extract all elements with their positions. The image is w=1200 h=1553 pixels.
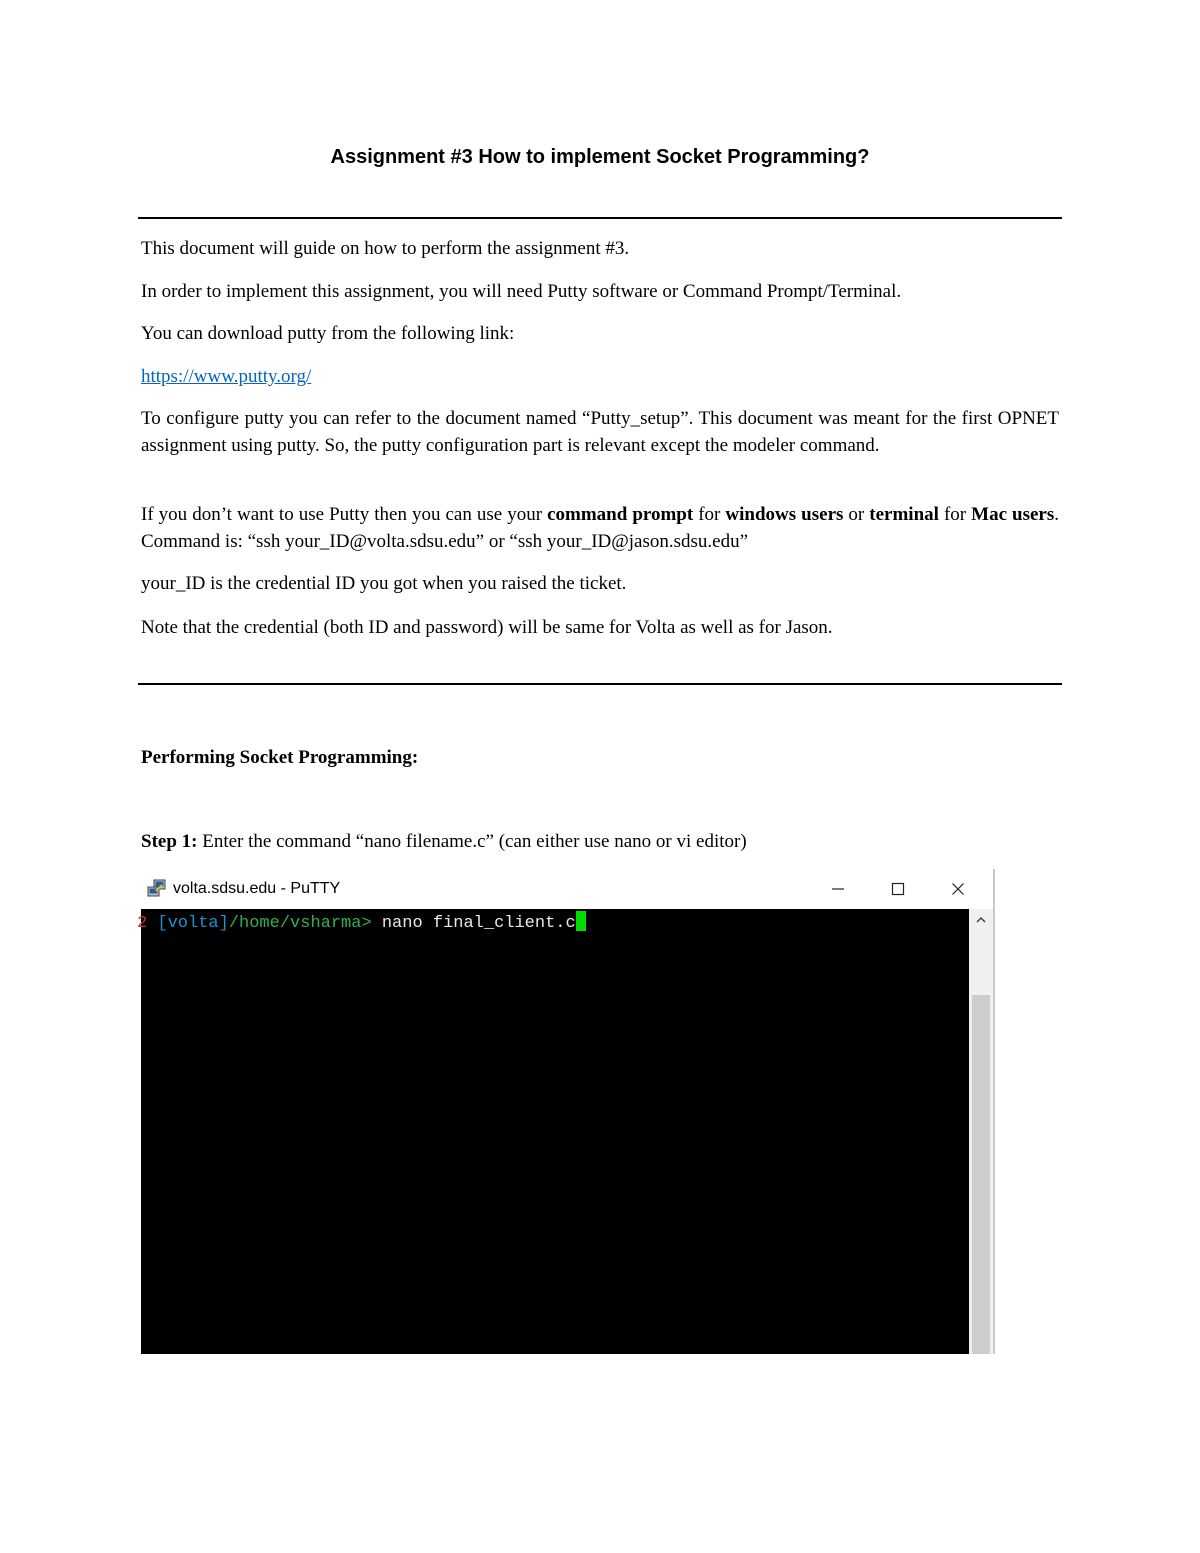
p5-text-1: If you don’t want to use Putty then you can use your: [141, 504, 548, 525]
terminal-path: /home/vsharma>: [228, 914, 372, 933]
intro-paragraph-2: In order to implement this assignment, you will need Putty software or Command Prompt/Terminal.: [141, 281, 902, 302]
close-icon[interactable]: [941, 875, 975, 903]
intro-paragraph-1: This document will guide on how to perform the assignment #3.: [141, 238, 630, 259]
top-divider: [138, 217, 1062, 219]
intro-paragraph-7: Note that the credential (both ID and password) will be same for Volta as well as for Jason.: [141, 617, 833, 638]
p5-bold-mac-users: Mac users: [971, 504, 1055, 525]
terminal-line-number: 2: [137, 914, 148, 933]
p5-text-4: for: [938, 504, 972, 525]
p5-text-5: . Command is: “ssh your_ID@volta.sdsu.edu” or “ssh your_ID@jason.sdsu.edu”: [141, 504, 1059, 552]
putty-download-link[interactable]: https://www.putty.org/: [141, 366, 312, 387]
terminal-prompt-line: [137, 911, 586, 935]
intro-paragraph-5: [141, 501, 1059, 555]
section-heading: Performing Socket Programming:: [141, 747, 419, 768]
download-link-paragraph: [141, 363, 1059, 390]
terminal-command: nano final_client.c: [371, 914, 576, 933]
step-1-instruction: [141, 828, 1059, 855]
terminal-host: [volta]: [147, 914, 229, 933]
p5-text-2: for: [693, 504, 726, 525]
bottom-divider: [138, 683, 1062, 685]
step-1-label: Step 1:: [141, 831, 198, 852]
p5-bold-windows-users: windows users: [725, 504, 844, 525]
p5-bold-terminal: terminal: [869, 504, 939, 525]
intro-paragraph-4: To configure putty you can refer to the document named “Putty_setup”. This document was meant for the first OPNET assignment using putty. So, the putty configuration part is relevant except the modeler command.: [141, 408, 1059, 456]
putty-window-screenshot: [137, 869, 994, 1354]
putty-window-title: volta.sdsu.edu - PuTTY: [173, 880, 341, 897]
maximize-icon[interactable]: [881, 875, 915, 903]
p5-text-3: or: [843, 504, 870, 525]
scrollbar-track[interactable]: [969, 931, 993, 993]
step-1-text: Enter the command “nano filename.c” (can either use nano or vi editor): [197, 831, 747, 852]
intro-paragraph-3: You can download putty from the following link:: [141, 323, 515, 344]
terminal-scrollbar[interactable]: [969, 909, 993, 1354]
terminal-screen[interactable]: [137, 909, 969, 1354]
p5-bold-command-prompt: command prompt: [547, 504, 694, 525]
scrollbar-thumb[interactable]: [972, 995, 990, 1354]
terminal-cursor: [576, 911, 586, 931]
minimize-icon[interactable]: [821, 875, 855, 903]
page-title: Assignment #3 How to implement Socket Programming?: [330, 146, 870, 168]
intro-paragraph-6: your_ID is the credential ID you got when you raised the ticket.: [141, 573, 627, 594]
scroll-up-icon[interactable]: [969, 909, 993, 931]
putty-titlebar: [141, 869, 994, 909]
putty-icon: [147, 879, 167, 899]
window-edge: [993, 869, 995, 1354]
